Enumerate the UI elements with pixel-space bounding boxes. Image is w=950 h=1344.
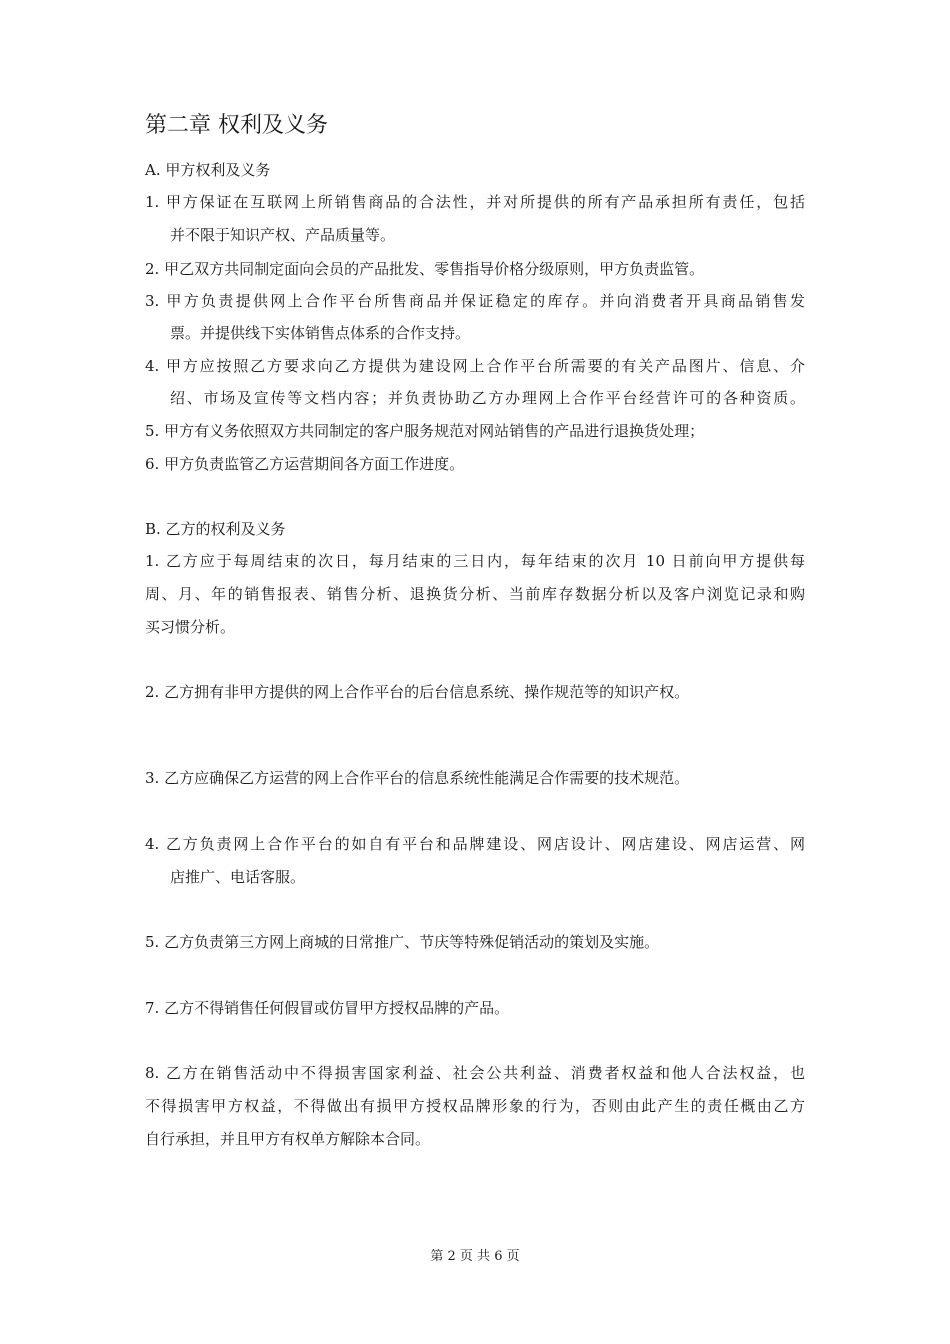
section-b-item-4-line-1: 4. 乙方负责网上合作平台的如自有平台和品牌建设、网店设计、网店建设、网店运营、网 — [145, 835, 805, 853]
section-a-heading: A. 甲方权利及义务 — [145, 161, 271, 179]
section-a-item-4-line-2: 绍、市场及宣传等文档内容；并负责协助乙方办理网上合作平台经营许可的各种资质。 — [170, 389, 805, 407]
section-b-item-8-line-2: 不得损害甲方权益，不得做出有损甲方授权品牌形象的行为，否则由此产生的责任概由乙方 — [145, 1097, 805, 1115]
section-a-item-3-line-1: 3. 甲方负责提供网上合作平台所售商品并保证稳定的库存。并向消费者开具商品销售发 — [145, 292, 805, 310]
section-b-item-4-line-2: 店推广、电话客服。 — [170, 868, 306, 886]
section-b-item-7: 7. 乙方不得销售任何假冒或仿冒甲方授权品牌的产品。 — [145, 999, 510, 1017]
section-b-item-1-line-3: 买习惯分析。 — [145, 618, 236, 636]
section-a-item-5: 5. 甲方有义务依照双方共同制定的客户服务规范对网站销售的产品进行退换货处理； — [145, 422, 705, 440]
section-b-heading: B. 乙方的权利及义务 — [145, 520, 286, 538]
section-b-item-1-line-1: 1. 乙方应于每周结束的次日，每月结束的三日内，每年结束的次月 10 日前向甲方提供每 — [145, 552, 805, 570]
chapter-title: 第二章 权利及义务 — [145, 113, 328, 138]
section-b-item-8-line-3: 自行承担，并且甲方有权单方解除本合同。 — [145, 1130, 431, 1148]
section-a-item-1-line-2: 并不限于知识产权、产品质量等。 — [170, 226, 396, 244]
section-a-item-1-line-1: 1. 甲方保证在互联网上所销售商品的合法性，并对所提供的所有产品承担所有责任，包括 — [145, 193, 805, 211]
section-b-item-8-line-1: 8. 乙方在销售活动中不得损害国家利益、社会公共利益、消费者权益和他人合法权益，也 — [145, 1064, 805, 1082]
section-a-item-4-line-1: 4. 甲方应按照乙方要求向乙方提供为建设网上合作平台所需要的有关产品图片、信息、介 — [145, 357, 805, 375]
section-b-item-3: 3. 乙方应确保乙方运营的网上合作平台的信息系统性能满足合作需要的技术规范。 — [145, 769, 690, 787]
page-number-footer: 第 2 页 共 6 页 — [430, 1249, 520, 1264]
section-b-item-2: 2. 乙方拥有非甲方提供的网上合作平台的后台信息系统、操作规范等的知识产权。 — [145, 683, 690, 701]
section-a-item-6: 6. 甲方负责监管乙方运营期间各方面工作进度。 — [145, 455, 465, 473]
section-b-item-1-line-2: 周、月、年的销售报表、销售分析、退换货分析、当前库存数据分析以及客户浏览记录和购 — [145, 585, 805, 603]
section-b-item-5: 5. 乙方负责第三方网上商城的日常推广、节庆等特殊促销活动的策划及实施。 — [145, 933, 660, 951]
section-a-item-2: 2. 甲乙双方共同制定面向会员的产品批发、零售指导价格分级原则，甲方负责监管。 — [145, 260, 705, 278]
section-a-item-3-line-2: 票。并提供线下实体销售点体系的合作支持。 — [170, 324, 471, 342]
